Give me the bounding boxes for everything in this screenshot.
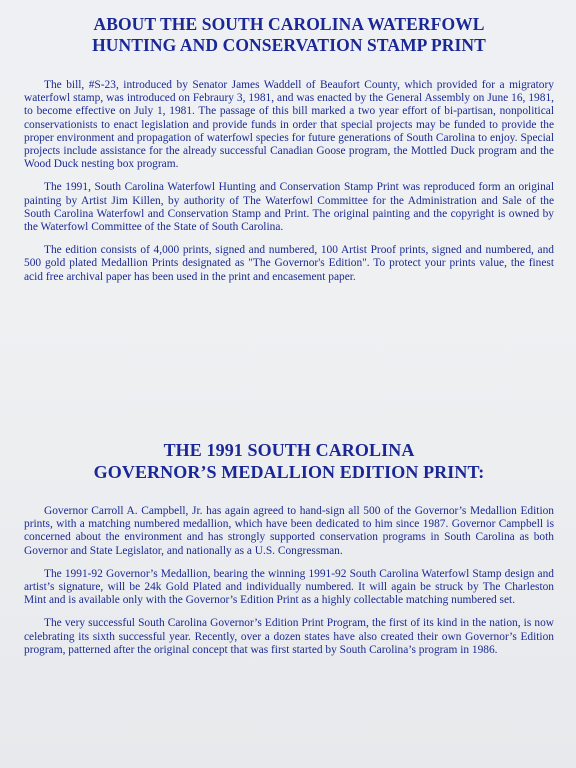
stamp-print-title [24,14,554,56]
paragraph-governor-campbell: Governor Carroll A. Campbell, Jr. has again agreed to hand-sign all 500 of the Governor’s Medallion Edition prints, with a matching numbered medallion, which have been dedicated to him since 1987. Governor Campbell is concerned about the environment and has strongly supported conservation programs in South Carolina as both Governor and State Legislator, and nationally as a U.S. Congressman. [24,505,554,557]
governor-medallion-body [24,505,554,657]
paragraph-1991-print: The 1991, South Carolina Waterfowl Hunting and Conservation Stamp Print was reproduced form an original painting by Artist Jim Killen, by authority of The Waterfowl Committee for the Administration and Sale of the South Carolina Waterfowl and Conservation Stamp and Print. The original painting and the copyright is owned by the Waterfowl Committee of the State of South Carolina. [24,181,554,234]
paragraph-bill-history: The bill, #S-23, introduced by Senator James Waddell of Beaufort County, which provided for a migratory waterfowl stamp, was introduced on Febraury 3, 1981, and was enacted by the General Assembly on June 16, 1981, to become effective on July 1, 1981. The passage of this bill marked a two year effort of bi-partisan, nonpolitical conservationists to enact legislation and provide funds in order that special projects may be funded to provide the proper environment and propagation of waterfowl species for future generations of South Carolina to enjoy. Special projects include assistance for the already successful Canadian Goose program, the Mottled Duck program and the Wood Duck nesting box program. [24,79,554,171]
title-line-2: GOVERNOR’S MEDALLION EDITION PRINT: [93,462,485,482]
title-line-1: ABOUT THE SOUTH CAROLINA WATERFOWL [93,14,485,34]
stamp-print-body [24,79,554,284]
paragraph-edition: The edition consists of 4,000 prints, signed and numbered, 100 Artist Proof prints, signed and numbered, and 500 gold plated Medallion Prints designated as "The Governor's Edition". To protect your prints value, the finest acid free archival paper has been used in the print and encasement paper. [24,244,554,283]
paragraph-medallion: The 1991-92 Governor’s Medallion, bearing the winning 1991-92 South Carolina Waterfowl Stamp design and artist’s signature, will be 24k Gold Plated and individually numbered. It will again be struck by The Charleston Mint and is available only with the Governor’s Edition Print as a highly collectable matching numbered set. [24,567,554,607]
stamp-print-section [24,14,554,284]
governor-medallion-section [24,437,554,657]
title-line-1: THE 1991 SOUTH CAROLINA [163,440,415,460]
governor-medallion-title [24,439,554,483]
title-line-2: HUNTING AND CONSERVATION STAMP PRINT [92,35,486,55]
paragraph-program-history: The very successful South Carolina Governor’s Edition Print Program, the first of its kind in the nation, is now celebrating its sixth successful year. Recently, over a dozen states have also created their own Governor’s Edition program, patterned after the original concept that was first started by South Carolina’s program in 1986. [24,617,554,656]
